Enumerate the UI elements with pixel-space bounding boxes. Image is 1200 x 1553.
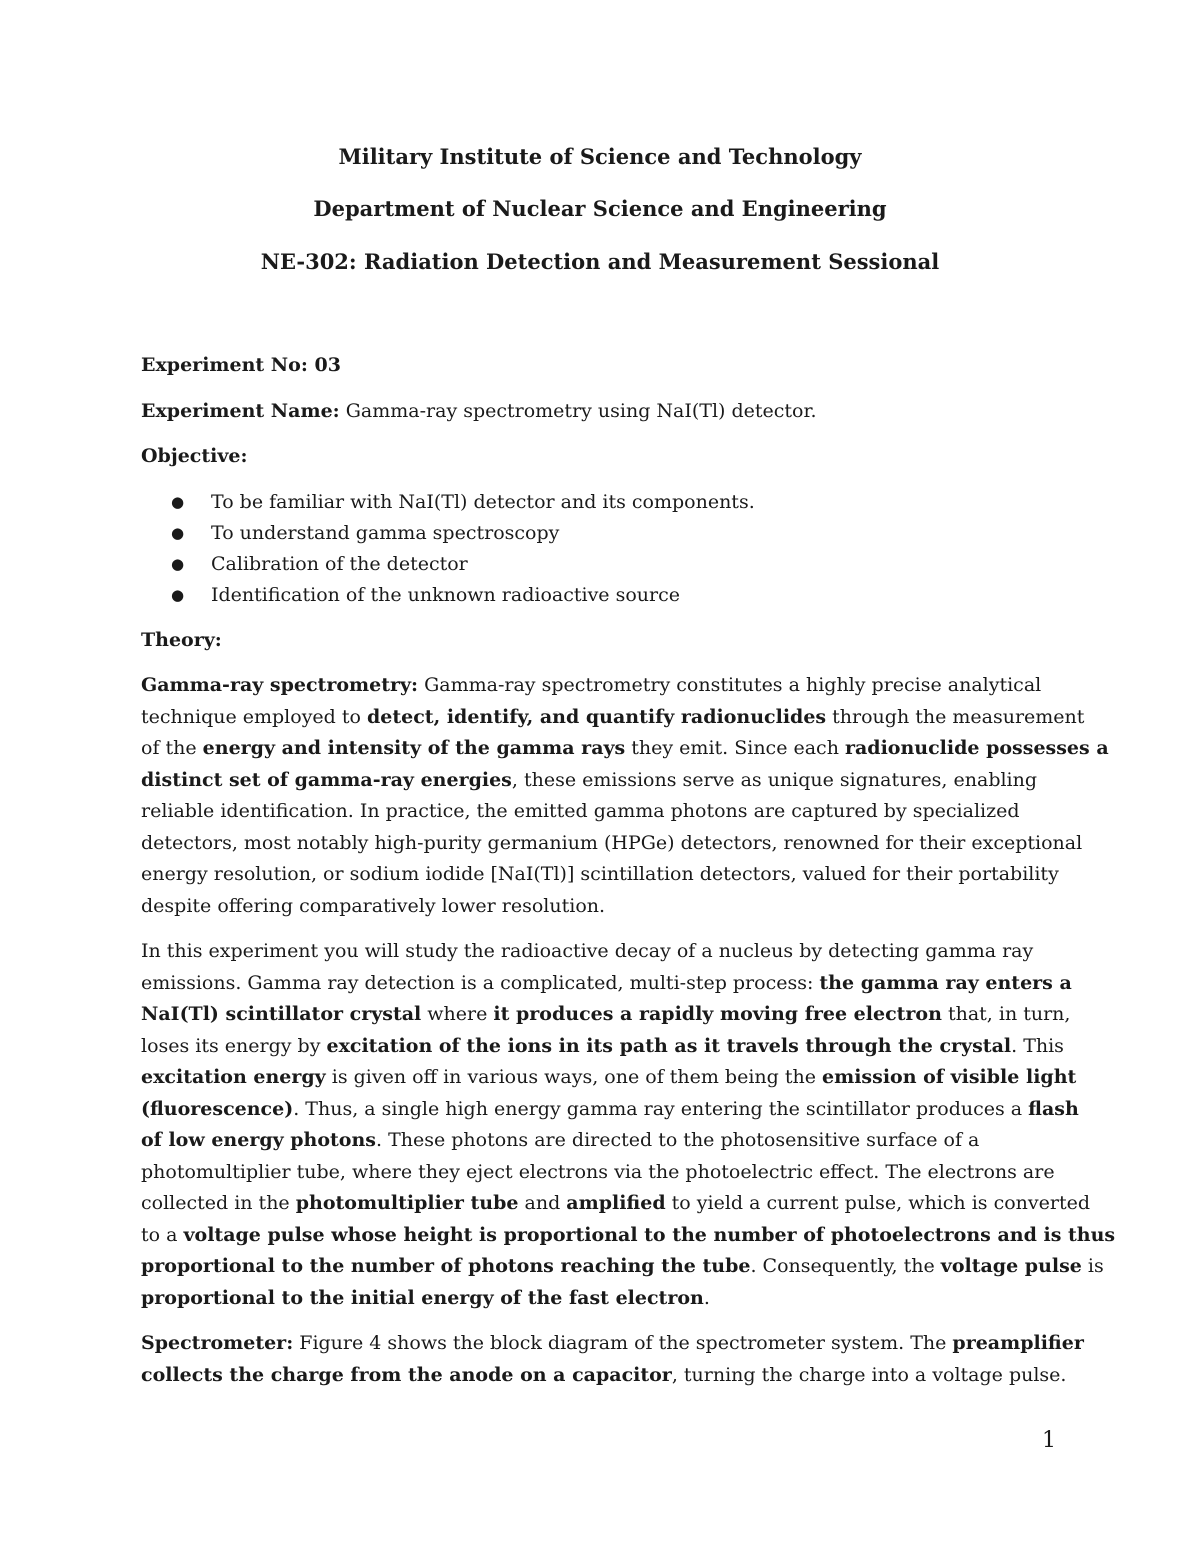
theory-paragraph-detection-process xyxy=(141,936,1116,1314)
text-line xyxy=(141,765,1061,797)
bold-run: distinct set of gamma-ray energies xyxy=(141,768,512,791)
text-line xyxy=(141,1062,1077,1094)
experiment-number xyxy=(141,350,1061,382)
theory-heading-text: Theory: xyxy=(141,628,222,651)
text-line xyxy=(141,702,1085,734)
bold-run: NaI(Tl) scintillator crystal xyxy=(141,1003,422,1025)
text-line xyxy=(141,1031,1064,1063)
bold-run: of low energy photons xyxy=(141,1129,376,1151)
text-run: , these emissions serve as unique signatures, enabling xyxy=(511,768,1038,791)
objective-item: ● To be familiar with NaI(Tl) detector and its components. xyxy=(171,487,1061,518)
text-run: . xyxy=(703,1286,710,1309)
course-title: NE-302: Radiation Detection and Measurement Sessional xyxy=(260,249,940,274)
text-run: to a xyxy=(141,1223,184,1246)
bold-run: radionuclide possesses a xyxy=(844,737,1109,759)
text-run: Figure 4 shows the block diagram of the spectrometer system. The xyxy=(293,1332,953,1354)
text-run: emissions. Gamma ray detection is a complicated, multi-step process: xyxy=(141,971,820,994)
text-line xyxy=(141,1094,1079,1126)
experiment-number-text: Experiment No: 03 xyxy=(141,354,341,376)
bold-run: excitation of the ions in its path as it travels through the crystal xyxy=(326,1034,1012,1057)
bold-run: Spectrometer: xyxy=(141,1332,294,1354)
text-run: is given off in various ways, one of them being the xyxy=(325,1066,823,1088)
text-run: to yield a current pulse, which is converted xyxy=(665,1192,1090,1214)
bold-run: the gamma ray enters a xyxy=(819,971,1072,994)
text-run: through the measurement xyxy=(826,705,1085,728)
text-line xyxy=(141,1360,1067,1392)
text-line xyxy=(141,1220,1116,1252)
text-run: In this experiment you will study the radioactive decay of a nucleus by detecting gamma ray xyxy=(141,940,1034,962)
objective-item: ● To understand gamma spectroscopy xyxy=(171,518,1061,549)
objective-item: ● Identification of the unknown radioactive source xyxy=(171,580,1061,611)
bold-run: collects the charge from the anode on a capacitor xyxy=(141,1363,672,1386)
bold-run: emission of visible light xyxy=(822,1066,1077,1088)
department-title: Department of Nuclear Science and Engineering xyxy=(313,196,887,221)
text-line xyxy=(141,733,1109,765)
bold-run: preamplifier xyxy=(952,1332,1084,1354)
bold-run: voltage pulse xyxy=(940,1255,1082,1277)
bold-run: amplified xyxy=(566,1192,666,1214)
page-number: 1 xyxy=(1042,1428,1056,1453)
text-line xyxy=(141,999,1071,1031)
objective-heading xyxy=(141,441,1061,473)
text-run: loses its energy by xyxy=(141,1034,327,1057)
text-line xyxy=(141,1283,1061,1315)
text-run: detectors, most notably high-purity germanium (HPGe) detectors, renowned for their exceptional xyxy=(141,831,1083,854)
text-run: energy resolution, or sodium iodide [NaI(Tl)] scintillation detectors, valued for their portability xyxy=(141,863,1059,885)
bold-run: photomultiplier tube xyxy=(295,1192,519,1214)
bold-run: energy and intensity of the gamma rays xyxy=(202,737,626,759)
text-run: and xyxy=(518,1192,567,1214)
text-line xyxy=(141,1157,1061,1189)
text-line xyxy=(141,670,1061,702)
bold-run: detect, identify, and quantify radionuclides xyxy=(367,705,827,728)
objective-list xyxy=(171,487,1061,611)
bold-run: Gamma-ray spectrometry: xyxy=(141,674,419,696)
text-line xyxy=(141,859,1061,891)
text-run: collected in the xyxy=(141,1192,296,1214)
text-line xyxy=(141,1188,1090,1220)
text-run: . Thus, a single high energy gamma ray entering the scintillator produces a xyxy=(293,1097,1029,1120)
text-line xyxy=(141,891,1061,923)
experiment-name-value: Gamma-ray spectrometry using NaI(Tl) detector. xyxy=(339,399,817,422)
objective-heading-text: Objective: xyxy=(141,445,248,467)
text-run: where xyxy=(421,1003,494,1025)
theory-paragraph-gamma-spectrometry xyxy=(141,670,1109,922)
objective-item: ● Calibration of the detector xyxy=(171,549,1061,580)
experiment-name xyxy=(141,396,1061,428)
text-run: technique employed to xyxy=(141,705,367,728)
text-run: . These photons are directed to the photosensitive surface of a xyxy=(376,1129,980,1151)
text-line xyxy=(141,968,1072,1000)
institute-title: Military Institute of Science and Technology xyxy=(338,144,862,169)
text-line xyxy=(141,1125,1061,1157)
text-run: they emit. Since each xyxy=(625,737,845,759)
text-run: photomultiplier tube, where they eject electrons via the photoelectric effect. The electrons are xyxy=(141,1160,1055,1183)
text-line xyxy=(141,796,1061,828)
text-run: , turning the charge into a voltage pulse. xyxy=(671,1363,1067,1386)
text-run: reliable identification. In practice, the emitted gamma photons are captured by specialized xyxy=(141,800,1020,822)
experiment-name-label: Experiment Name: xyxy=(141,399,340,422)
bold-run: voltage pulse whose height is proportional to the number of photoelectrons and is thus xyxy=(183,1223,1116,1246)
text-line xyxy=(141,936,1061,968)
bold-run: excitation energy xyxy=(141,1066,326,1088)
text-line xyxy=(141,1251,1104,1283)
bold-run: (fluorescence) xyxy=(141,1097,294,1120)
text-line xyxy=(141,1328,1084,1360)
document-body xyxy=(141,350,1116,1405)
text-run: Gamma-ray spectrometry constitutes a highly precise analytical xyxy=(418,674,1042,696)
bold-run: proportional to the number of photons reaching the tube xyxy=(141,1255,751,1277)
bold-run: it produces a rapidly moving free electron xyxy=(493,1003,942,1025)
text-run: is xyxy=(1081,1255,1104,1277)
text-run: . Consequently, the xyxy=(750,1255,941,1277)
theory-heading xyxy=(141,625,1061,657)
theory-paragraph-spectrometer xyxy=(141,1328,1084,1391)
text-line xyxy=(141,828,1083,860)
bold-run: proportional to the initial energy of the fast electron xyxy=(141,1286,704,1309)
text-run: . This xyxy=(1011,1034,1064,1057)
bold-run: flash xyxy=(1028,1097,1079,1120)
text-run: that, in turn, xyxy=(941,1003,1071,1025)
text-run: of the xyxy=(141,737,203,759)
text-run: despite offering comparatively lower resolution. xyxy=(141,894,606,917)
